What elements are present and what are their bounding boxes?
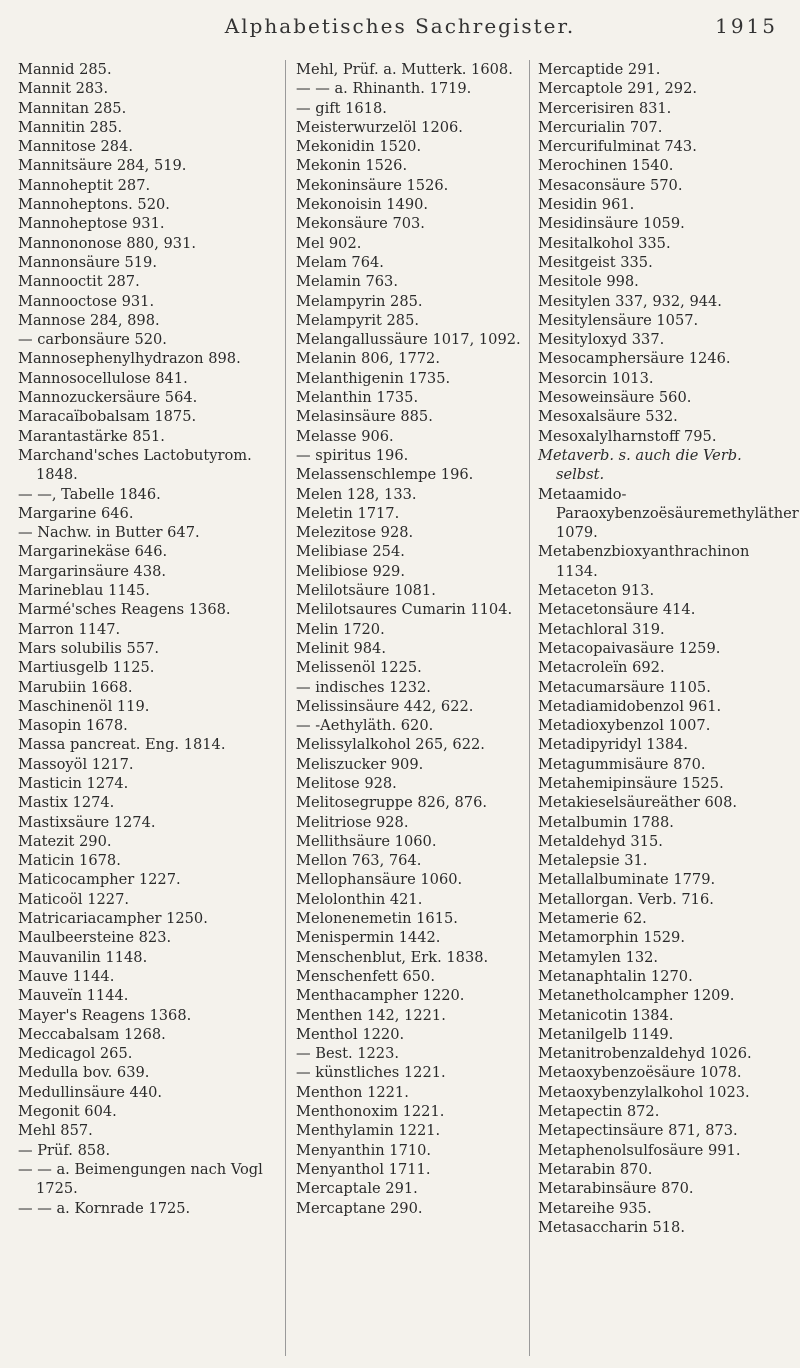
index-entry: Maulbeersteine 823. xyxy=(18,929,172,947)
index-entry: Mekoninsäure 1526. xyxy=(296,176,449,194)
index-entry: Melassenschlempe 196. xyxy=(296,466,474,484)
index-entry: Melissinsäure 442, 622. xyxy=(296,697,474,715)
index-entry: Margarine 646. xyxy=(18,504,134,522)
index-entry: Margarinsäure 438. xyxy=(18,562,167,580)
index-entry: — Nachw. in Butter 647. xyxy=(18,524,200,542)
index-entry: Mannid 285. xyxy=(18,61,112,78)
index-entry: Mesocamphersäure 1246. xyxy=(538,350,731,368)
index-columns xyxy=(18,60,799,1356)
index-entry: Melampyrin 285. xyxy=(296,292,423,310)
index-entry: Metaphenolsulfosäure 991. xyxy=(538,1141,741,1159)
index-entry: Mesoxalsäure 532. xyxy=(538,408,678,426)
page-number: 1915 xyxy=(715,14,778,38)
index-entry: Metaverb. s. auch die Verb. selbst. xyxy=(538,446,742,484)
index-entry: Margarinekäse 646. xyxy=(18,543,168,561)
index-entry: Mannosocellulose 841. xyxy=(18,369,188,387)
index-entry: Melangallussäure 1017, 1092. xyxy=(296,331,521,349)
index-entry: Metanicotin 1384. xyxy=(538,1006,674,1024)
index-entry: Mellon 763, 764. xyxy=(296,852,422,870)
page-header xyxy=(0,14,800,54)
index-entry: Massa pancreat. Eng. 1814. xyxy=(18,736,226,754)
index-entry: Melasse 906. xyxy=(296,427,394,445)
index-entry: Mannose 284, 898. xyxy=(18,311,160,329)
index-column-2 xyxy=(285,60,536,1356)
index-entry: Metachloral 319. xyxy=(538,620,665,638)
index-entry: Menispermin 1442. xyxy=(296,929,441,947)
index-entry: Mesitgeist 335. xyxy=(538,253,653,271)
index-entry: Marantastärke 851. xyxy=(18,427,165,445)
index-entry: — carbonsäure 520. xyxy=(18,331,167,349)
index-entry: Marron 1147. xyxy=(18,620,121,638)
index-entry: Mesitalkohol 335. xyxy=(538,234,671,252)
index-entry: Mesoxalylharnstoff 795. xyxy=(538,427,717,445)
index-entry: Marmé'sches Reagens 1368. xyxy=(18,601,231,619)
index-entry: — — a. Kornrade 1725. xyxy=(18,1199,191,1217)
index-column-3 xyxy=(529,60,799,1356)
index-entry: Mannoheptit 287. xyxy=(18,176,151,194)
index-entry: Menschenblut, Erk. 1838. xyxy=(296,948,489,966)
index-entry: Mercaptane 290. xyxy=(296,1199,423,1217)
index-entry: Mastix 1274. xyxy=(18,794,115,812)
index-entry: Mannooctose 931. xyxy=(18,292,155,310)
index-entry: Mannosephenylhydrazon 898. xyxy=(18,350,241,368)
index-entry: Metabenzbioxyanthrachinon 1134. xyxy=(538,543,750,580)
index-entry: Metakieselsäureäther 608. xyxy=(538,794,737,812)
index-entry: Mellophansäure 1060. xyxy=(296,871,463,889)
index-entry: Marubiin 1668. xyxy=(18,678,133,696)
index-entry: Melissenöl 1225. xyxy=(296,659,422,677)
running-title: Alphabetisches Sachregister. xyxy=(224,14,576,38)
index-entry: — künstliches 1221. xyxy=(296,1064,446,1082)
index-entry: — Prüf. 858. xyxy=(18,1141,111,1159)
index-entry: Menyanthin 1710. xyxy=(296,1141,432,1159)
index-entry: Metanetholcampher 1209. xyxy=(538,987,735,1005)
index-entry: Mercaptale 291. xyxy=(296,1180,418,1198)
index-entry: Martiusgelb 1125. xyxy=(18,659,155,677)
index-entry: Mesityloxyd 337. xyxy=(538,331,665,349)
index-entry: Mars solubilis 557. xyxy=(18,639,160,657)
index-entry: Metanitrobenzaldehyd 1026. xyxy=(538,1045,752,1063)
index-entry: Metarabin 870. xyxy=(538,1160,653,1178)
index-entry: Melibiase 254. xyxy=(296,543,405,561)
index-entry: Metanaphtalin 1270. xyxy=(538,967,693,985)
index-entry: Mekonsäure 703. xyxy=(296,215,425,233)
index-entry: Masticin 1274. xyxy=(18,774,129,792)
index-entry: Mesorcin 1013. xyxy=(538,369,654,387)
index-entry: — — a. Beimengungen nach Vogl 1725. xyxy=(18,1160,263,1198)
index-entry: Menthacampher 1220. xyxy=(296,987,465,1005)
index-entry: — spiritus 196. xyxy=(296,446,409,464)
index-entry: Mannoheptons. 520. xyxy=(18,196,170,214)
index-entry: Metadiamidobenzol 961. xyxy=(538,697,722,715)
index-entry: — Best. 1223. xyxy=(296,1045,400,1063)
index-entry: Mesoweinsäure 560. xyxy=(538,389,692,407)
index-entry: Mesidinsäure 1059. xyxy=(538,215,685,233)
index-entry: — indisches 1232. xyxy=(296,678,431,696)
index-entry: Marineblau 1145. xyxy=(18,582,150,600)
index-entry: Mannitsäure 284, 519. xyxy=(18,157,187,175)
index-entry: Maschinenöl 119. xyxy=(18,697,150,715)
index-entry: Mercurifulminat 743. xyxy=(538,138,697,156)
index-entry: Metalbumin 1788. xyxy=(538,813,674,831)
index-entry: Melitriose 928. xyxy=(296,813,409,831)
index-entry: Metacroleïn 692. xyxy=(538,659,665,677)
index-entry: Mauvanilin 1148. xyxy=(18,948,148,966)
index-entry: Meisterwurzelöl 1206. xyxy=(296,118,463,136)
index-entry: Medicagol 265. xyxy=(18,1045,133,1063)
index-entry: Mesidin 961. xyxy=(538,196,635,214)
index-entry: Medulla bov. 639. xyxy=(18,1064,150,1082)
index-entry: Mannozuckersäure 564. xyxy=(18,389,198,407)
index-entry: Mercaptide 291. xyxy=(538,61,661,78)
index-entry: Mercerisiren 831. xyxy=(538,99,672,117)
index-entry: Metacopaivasäure 1259. xyxy=(538,639,721,657)
index-column-1 xyxy=(18,60,268,1356)
index-entry: Metadipyridyl 1384. xyxy=(538,736,689,754)
index-entry: Metacetonsäure 414. xyxy=(538,601,696,619)
index-entry: Merochinen 1540. xyxy=(538,157,674,175)
index-entry: Mauve 1144. xyxy=(18,967,115,985)
index-entry: Megonit 604. xyxy=(18,1103,117,1121)
index-entry: Menthon 1221. xyxy=(296,1083,409,1101)
index-entry: Melonenemetin 1615. xyxy=(296,910,458,928)
index-entry: Melilotsäure 1081. xyxy=(296,582,436,600)
index-entry: Menschenfett 650. xyxy=(296,967,435,985)
index-entry: Maticin 1678. xyxy=(18,852,121,870)
index-entry: Mesaconsäure 570. xyxy=(538,176,683,194)
index-entry: Menthol 1220. xyxy=(296,1025,405,1043)
index-entry: Metasaccharin 518. xyxy=(538,1218,685,1236)
index-entry: Menthonoxim 1221. xyxy=(296,1103,445,1121)
index-entry: Melanin 806, 1772. xyxy=(296,350,440,368)
index-entry: Melissylalkohol 265, 622. xyxy=(296,736,485,754)
index-entry: — -Aethyläth. 620. xyxy=(296,717,434,735)
index-entry: Mannit 283. xyxy=(18,80,109,98)
index-entry: Metaoxybenzylalkohol 1023. xyxy=(538,1083,750,1101)
index-entry: Mannononose 880, 931. xyxy=(18,234,196,252)
index-entry: Metarabinsäure 870. xyxy=(538,1180,694,1198)
index-entry: Matricariacampher 1250. xyxy=(18,910,208,928)
index-entry: Melasinsäure 885. xyxy=(296,408,433,426)
index-entry: Mercaptole 291, 292. xyxy=(538,80,697,98)
index-entry: Melinit 984. xyxy=(296,639,386,657)
index-entry: Mannooctit 287. xyxy=(18,273,140,291)
index-entry: Melezitose 928. xyxy=(296,524,414,542)
index-entry: Melampyrit 285. xyxy=(296,311,420,329)
index-entry: Melitosegruppe 826, 876. xyxy=(296,794,487,812)
index-entry: — —, Tabelle 1846. xyxy=(18,485,161,503)
index-entry: Meccabalsam 1268. xyxy=(18,1025,166,1043)
index-entry: Metallalbuminate 1779. xyxy=(538,871,716,889)
index-entry: Mesitole 998. xyxy=(538,273,639,291)
index-entry: Metagummisäure 870. xyxy=(538,755,706,773)
index-entry: Mehl, Prüf. a. Mutterk. 1608. xyxy=(296,61,513,78)
index-entry: Mehl 857. xyxy=(18,1122,93,1140)
index-entry: Metaoxybenzoësäure 1078. xyxy=(538,1064,742,1082)
index-entry: Mercurialin 707. xyxy=(538,118,663,136)
index-entry: Massoyöl 1217. xyxy=(18,755,134,773)
index-entry: Metahemipinsäure 1525. xyxy=(538,774,724,792)
index-entry: Mekonin 1526. xyxy=(296,157,408,175)
index-entry: Metamorphin 1529. xyxy=(538,929,685,947)
index-entry: Maticocampher 1227. xyxy=(18,871,181,889)
index-entry: Mauveïn 1144. xyxy=(18,987,129,1005)
index-entry: Metanilgelb 1149. xyxy=(538,1025,674,1043)
index-entry: Metallorgan. Verb. 716. xyxy=(538,890,714,908)
index-entry: Mannonsäure 519. xyxy=(18,253,157,271)
index-entry: Metalepsie 31. xyxy=(538,852,648,870)
index-entry: Mastixsäure 1274. xyxy=(18,813,156,831)
index-entry: Menthylamin 1221. xyxy=(296,1122,441,1140)
index-entry: Mekonoisin 1490. xyxy=(296,196,429,214)
index-entry: Maracaïbobalsam 1875. xyxy=(18,408,197,426)
index-entry: Metapectin 872. xyxy=(538,1103,660,1121)
index-entry: Mannitin 285. xyxy=(18,118,123,136)
index-entry: — gift 1618. xyxy=(296,99,387,117)
index-entry: Marchand'sches Lactobutyrom. 1848. xyxy=(18,446,252,484)
index-entry: Mannoheptose 931. xyxy=(18,215,165,233)
index-entry: Mayer's Reagens 1368. xyxy=(18,1006,192,1024)
index-entry: Metapectinsäure 871, 873. xyxy=(538,1122,738,1140)
index-entry: — — a. Rhinanth. 1719. xyxy=(296,80,472,98)
index-entry: Melanthin 1735. xyxy=(296,389,419,407)
index-entry: Metaceton 913. xyxy=(538,582,655,600)
index-entry: Mellithsäure 1060. xyxy=(296,832,437,850)
index-entry: Medullinsäure 440. xyxy=(18,1083,163,1101)
index-entry: Melilotsaures Cumarin 1104. xyxy=(296,601,513,619)
index-entry: Melin 1720. xyxy=(296,620,385,638)
index-entry: Menthen 142, 1221. xyxy=(296,1006,446,1024)
index-entry: Metamylen 132. xyxy=(538,948,659,966)
index-entry: Melolonthin 421. xyxy=(296,890,423,908)
index-entry: Mel 902. xyxy=(296,234,362,252)
index-entry: Metacumarsäure 1105. xyxy=(538,678,711,696)
index-entry: Metaldehyd 315. xyxy=(538,832,663,850)
index-entry: Matezit 290. xyxy=(18,832,112,850)
index-entry: Maticoöl 1227. xyxy=(18,890,130,908)
index-entry: Metareihe 935. xyxy=(538,1199,652,1217)
index-entry: Melen 128, 133. xyxy=(296,485,417,503)
index-entry: Melam 764. xyxy=(296,253,384,271)
index-entry: Metaamido-Paraoxybenzoësäuremethyläther 1079. xyxy=(538,485,799,542)
index-entry: Melanthigenin 1735. xyxy=(296,369,451,387)
index-entry: Meliszucker 909. xyxy=(296,755,424,773)
index-entry: Melamin 763. xyxy=(296,273,398,291)
index-entry: Metamerie 62. xyxy=(538,910,647,928)
index-entry: Mesitylen 337, 932, 944. xyxy=(538,292,722,310)
index-entry: Melibiose 929. xyxy=(296,562,405,580)
index-entry: Mannitan 285. xyxy=(18,99,127,117)
index-entry: Melitose 928. xyxy=(296,774,397,792)
index-entry: Mannitose 284. xyxy=(18,138,134,156)
index-entry: Mekonidin 1520. xyxy=(296,138,422,156)
index-entry: Meletin 1717. xyxy=(296,504,400,522)
index-entry: Menyanthol 1711. xyxy=(296,1160,431,1178)
index-entry: Masopin 1678. xyxy=(18,717,128,735)
index-entry: Mesitylensäure 1057. xyxy=(538,311,699,329)
index-entry: Metadioxybenzol 1007. xyxy=(538,717,711,735)
